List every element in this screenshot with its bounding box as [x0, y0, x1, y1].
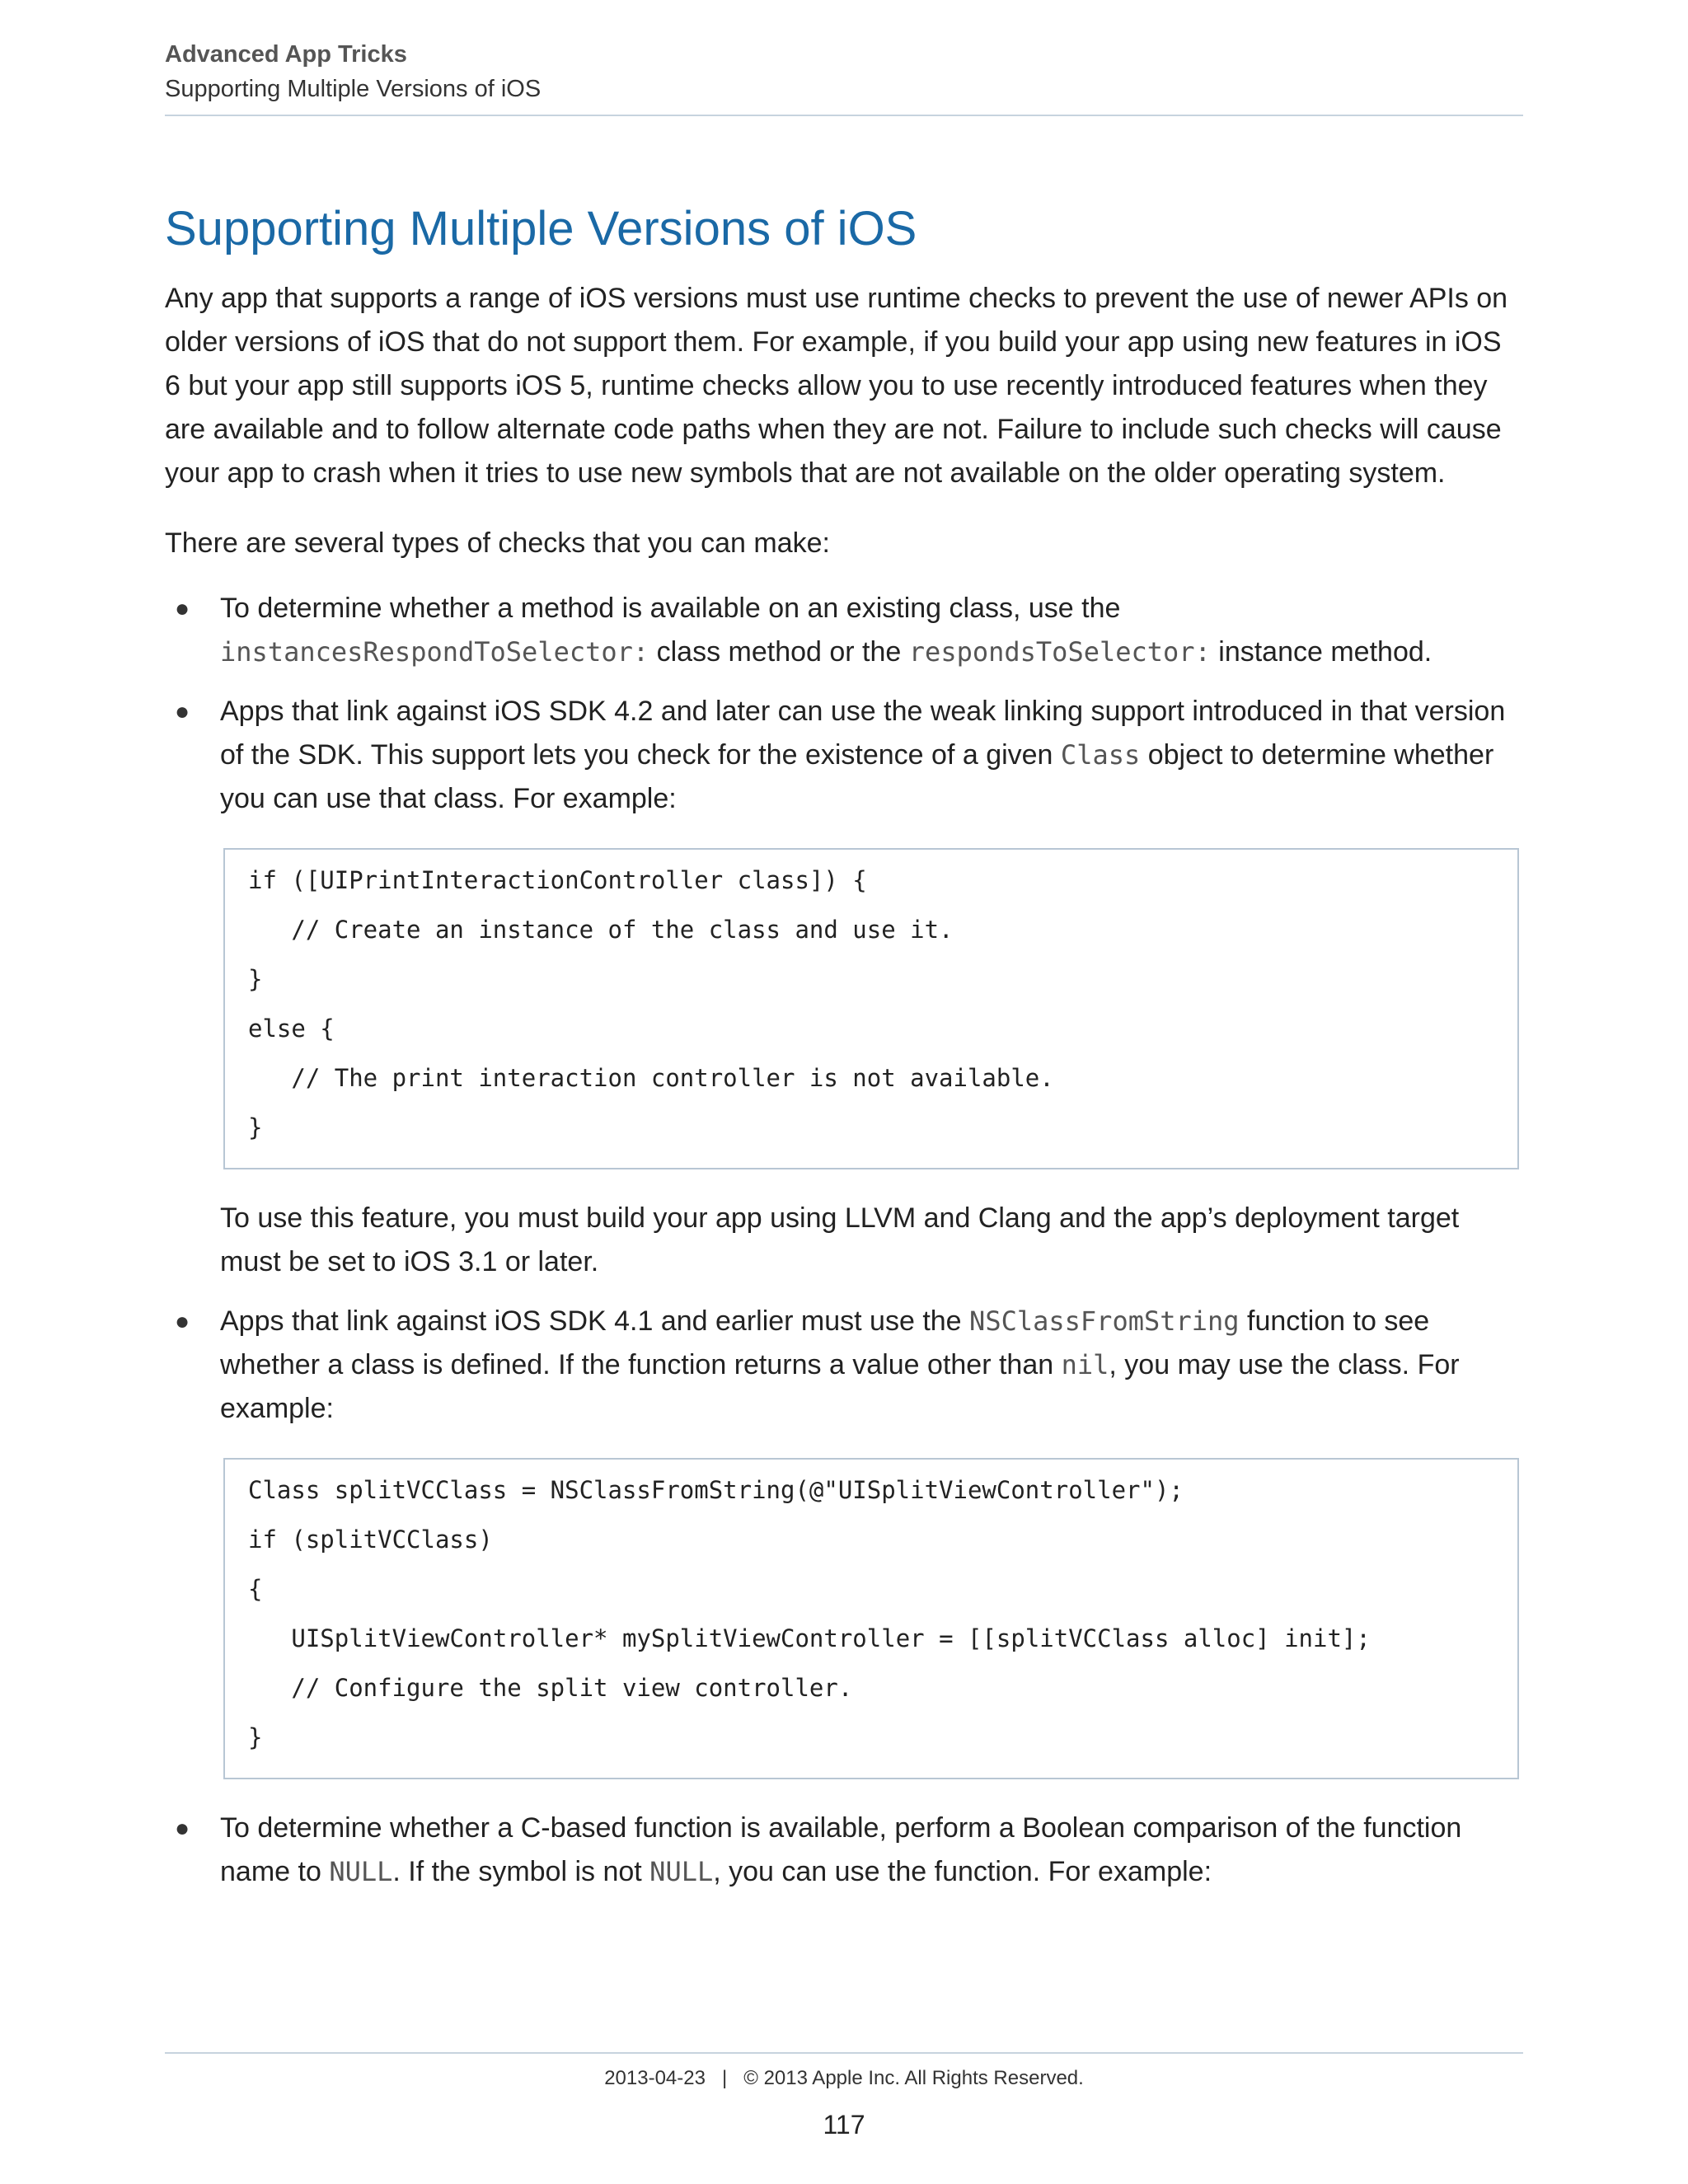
header-section-title: Supporting Multiple Versions of iOS	[165, 76, 542, 102]
code-line: // Create an instance of the class and use it.	[248, 916, 954, 944]
list-item	[165, 587, 1523, 674]
code-line: // The print interaction controller is not available.	[248, 1064, 1054, 1092]
bullet-icon: ●	[175, 698, 190, 725]
bullet-text: Apps that link against iOS SDK 4.2 and later can use the weak linking support introduced in that version of the SDK. This support lets you check for the existence of a given	[220, 696, 1506, 771]
code-line: if ([UIPrintInteractionController class]) {	[248, 866, 867, 894]
types-intro-paragraph: There are several types of checks that you can make:	[165, 527, 830, 559]
page-content	[165, 196, 1523, 1894]
bullet-text: instance method.	[1210, 636, 1432, 668]
code-block	[223, 1458, 1519, 1779]
bullet-text: Apps that link against iOS SDK 4.1 and earlier must use the	[220, 1305, 970, 1337]
deployment-note: To use this feature, you must build your app using LLVM and Clang and the app’s deployment target must be set to iOS 3.1 or later.	[220, 1202, 1460, 1277]
footer-date: 2013-04-23	[604, 2067, 706, 2089]
inline-code: nil	[1061, 1349, 1109, 1380]
footer-copyright: © 2013 Apple Inc. All Rights Reserved.	[743, 2067, 1084, 2089]
bullet-text: To determine whether a method is available on an existing class, use the	[220, 593, 1121, 624]
code-line: if (splitVCClass)	[248, 1526, 493, 1554]
bullet-text: function to see whether a class is defined. If the function returns a value other than	[220, 1305, 1430, 1380]
bullet-text: To determine whether a C-based function is available, perform a Boolean comparison of the function name to	[220, 1812, 1462, 1887]
code-line: else {	[248, 1015, 335, 1043]
page-footer	[165, 2062, 1523, 2095]
footer-separator: |	[721, 2067, 728, 2089]
running-header	[165, 36, 1523, 105]
code-line: }	[248, 965, 263, 993]
bullet-icon: ●	[175, 1308, 190, 1335]
inline-code: NSClassFromString	[969, 1305, 1240, 1337]
code-line: }	[248, 1113, 263, 1141]
footer-divider	[165, 2052, 1523, 2054]
inline-code: instancesRespondToSelector:	[220, 636, 649, 668]
inline-code: Class	[1060, 739, 1141, 771]
bullet-icon: ●	[175, 595, 190, 622]
bullet-text: object to determine whether you can use that class. For example:	[220, 739, 1494, 814]
code-line: }	[248, 1723, 263, 1751]
header-divider	[165, 115, 1523, 116]
bullet-text: , you may use the class. For example:	[220, 1349, 1460, 1424]
bullet-text: , you can use the function. For example:	[713, 1856, 1212, 1887]
list-item	[165, 1300, 1523, 1779]
page-title: Supporting Multiple Versions of iOS	[165, 202, 917, 255]
intro-paragraph: Any app that supports a range of iOS versions must use runtime checks to prevent the use of newer APIs on older versions of iOS that do not support them. For example, if you build your app using new features in iOS 6 but your app still supports iOS 5, runtime checks allow you to use recently introduced features when they are available and to follow alternate code paths when they are not. Failure to include such checks will cause your app to crash when it tries to use new symbols that are not available on the older operating system.	[165, 283, 1508, 489]
list-item	[165, 690, 1523, 1284]
header-chapter-title: Advanced App Tricks	[165, 41, 407, 68]
list-item	[165, 1807, 1523, 1894]
page-number: 117	[823, 2110, 865, 2139]
code-line: UISplitViewController* mySplitViewController = [[splitVCClass alloc] init];	[248, 1624, 1371, 1652]
inline-code: respondsToSelector:	[908, 636, 1211, 668]
bullet-icon: ●	[175, 1815, 190, 1842]
inline-code: NULL	[329, 1856, 393, 1887]
code-line: Class splitVCClass = NSClassFromString(@"UISplitViewController");	[248, 1476, 1184, 1504]
bullet-text: . If the symbol is not	[392, 1856, 650, 1887]
code-line: {	[248, 1575, 263, 1603]
bullet-text: class method or the	[649, 636, 909, 668]
code-block	[223, 848, 1519, 1169]
inline-code: NULL	[649, 1856, 714, 1887]
checks-list	[165, 587, 1523, 1894]
code-line: // Configure the split view controller.	[248, 1674, 853, 1702]
